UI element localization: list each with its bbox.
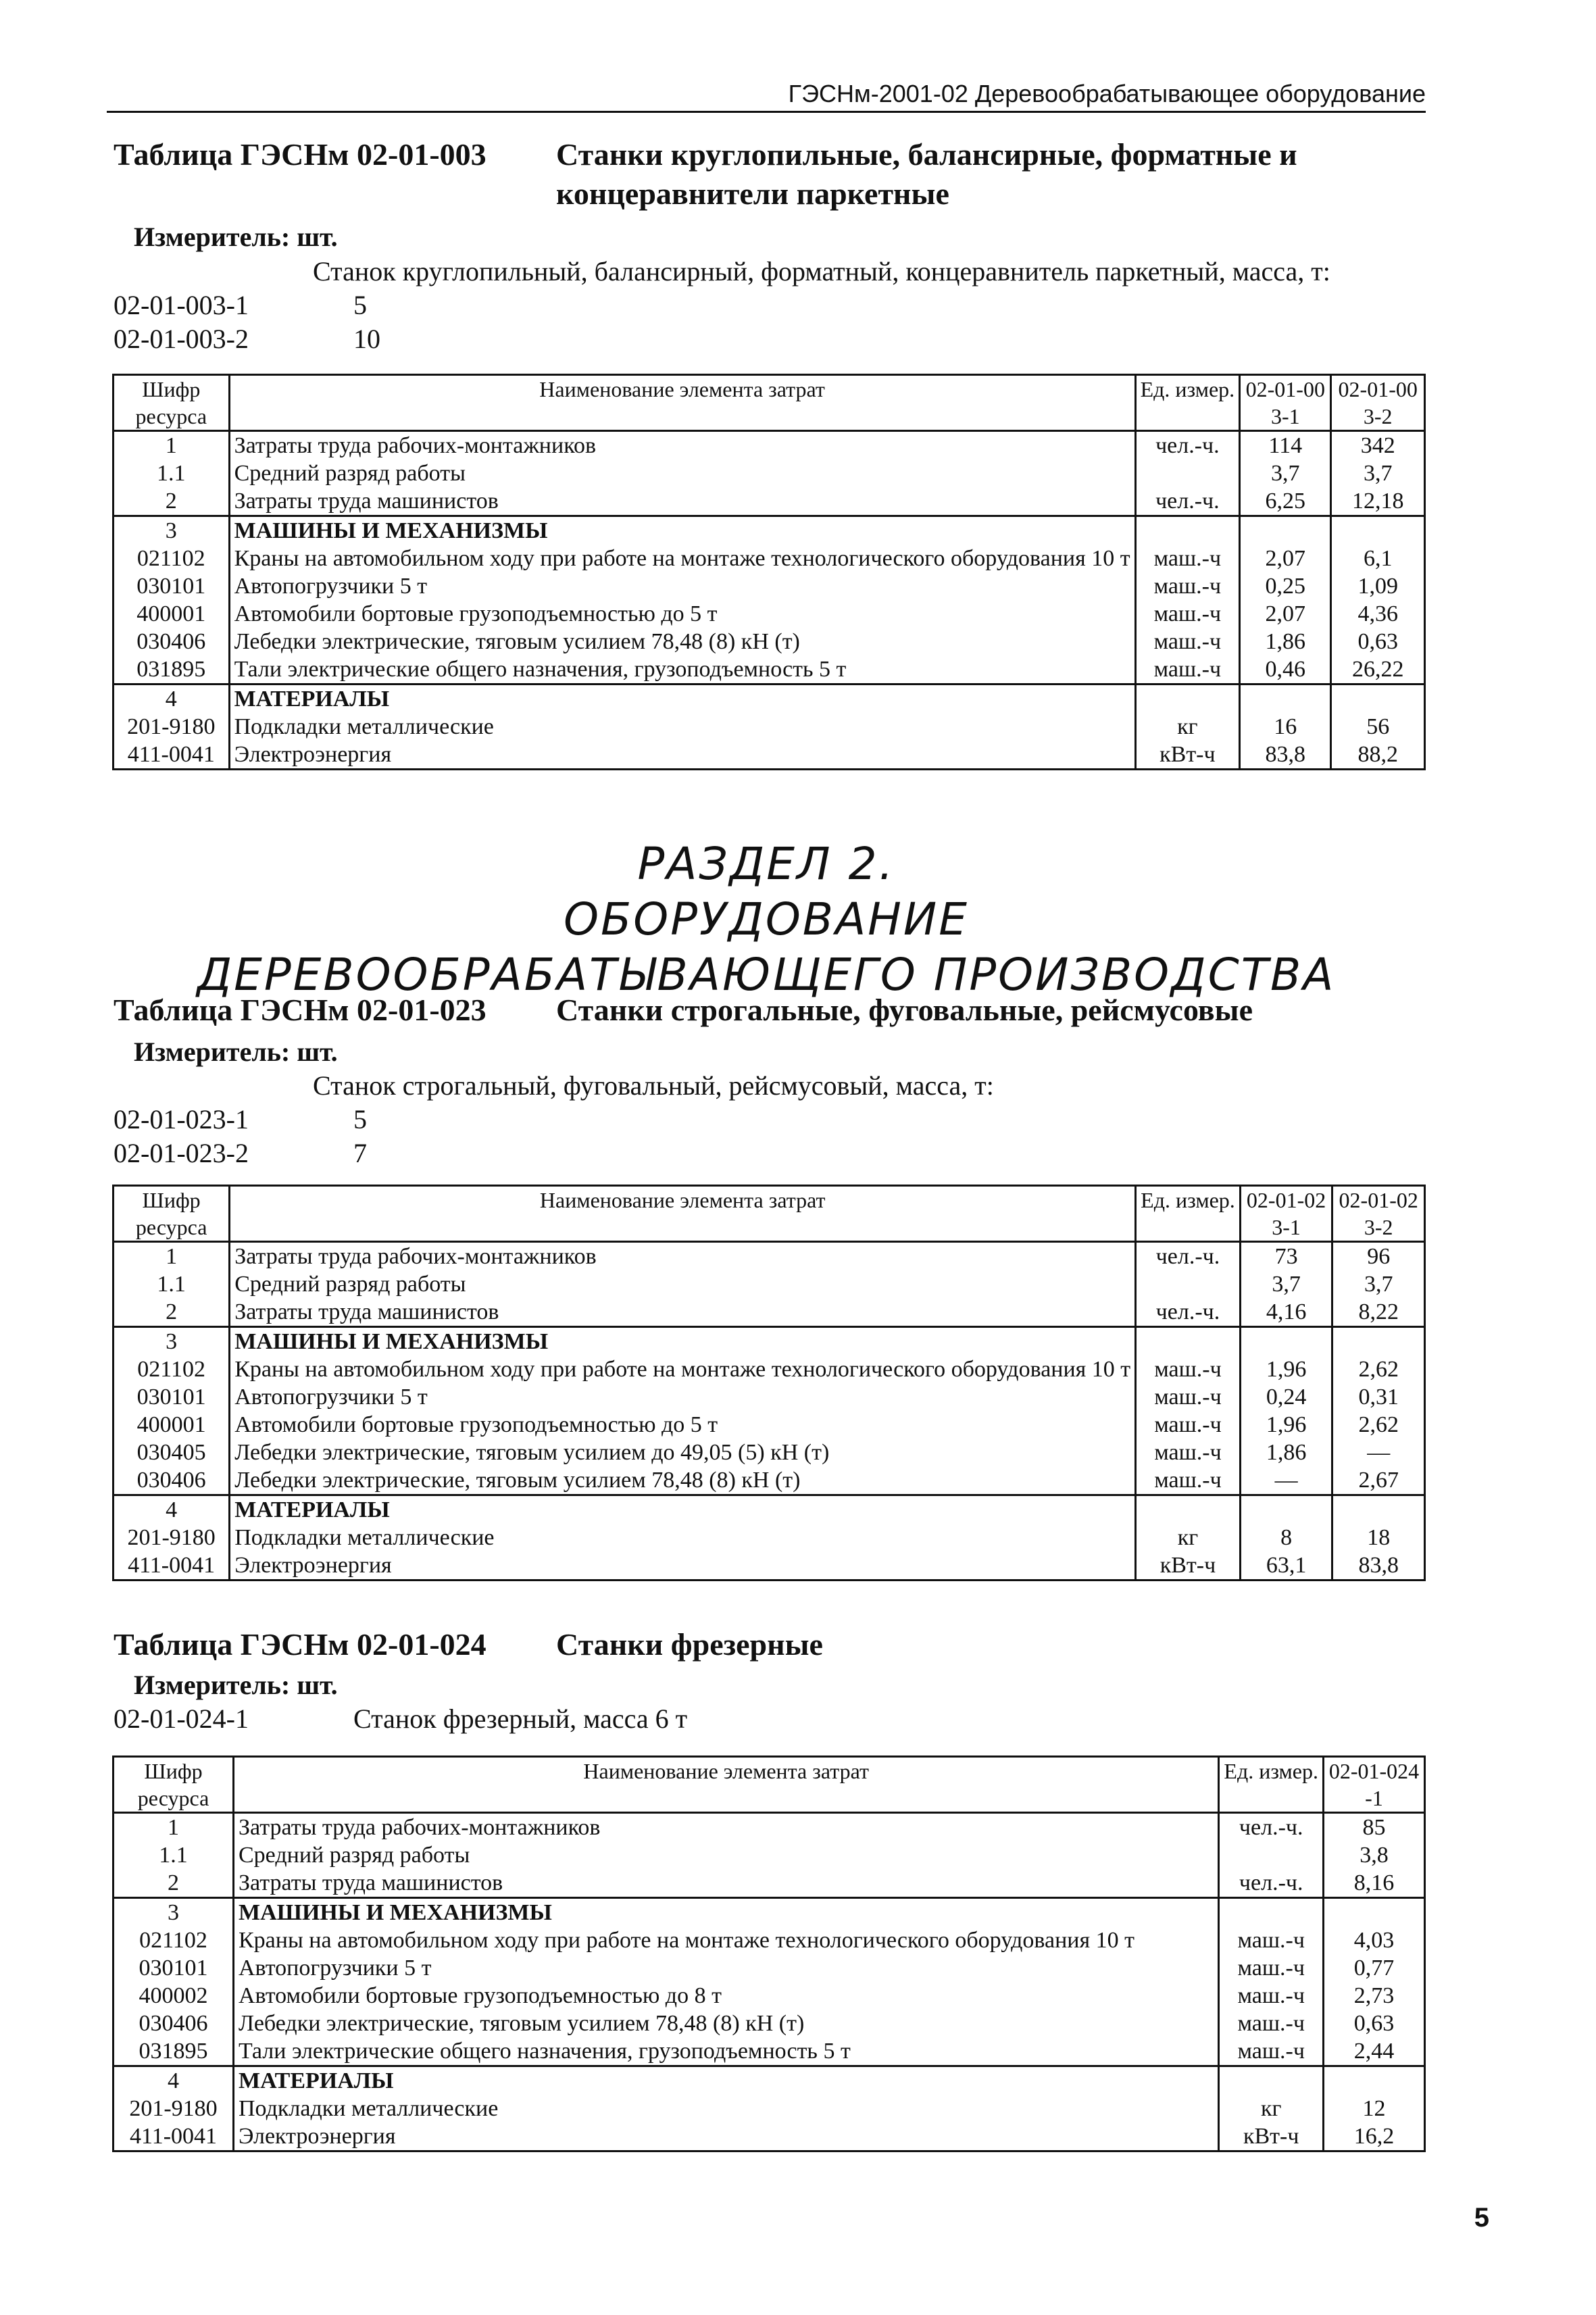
unit [1219, 1898, 1324, 1927]
table-row [114, 2037, 1425, 2066]
resource-code: 411-0041 [114, 741, 230, 770]
resource-name: Автомобили бортовые грузоподъемностью до 5 т [229, 600, 1135, 628]
resource-code: 411-0041 [114, 2122, 234, 2151]
table-row [114, 1524, 1425, 1551]
table-code: Таблица ГЭСНм 02-01-023 [114, 993, 487, 1027]
resource-name: Краны на автомобильном ходу при работе на монтаже технологического оборудования 10 т [230, 1355, 1136, 1383]
unit: кг [1135, 713, 1240, 741]
unit: маш.-ч [1219, 2010, 1324, 2037]
unit: кВт-ч [1135, 741, 1240, 770]
norm-value: 4,36 [1331, 600, 1425, 628]
norm-value: 0,46 [1240, 655, 1331, 684]
unit: чел.-ч. [1136, 1298, 1241, 1327]
variant-row [114, 1103, 367, 1135]
norm-value: 83,8 [1240, 741, 1331, 770]
section-title-line-1: ОБОРУДОВАНИЕ [564, 893, 969, 945]
unit: маш.-ч [1219, 1926, 1324, 1954]
norm-value: 342 [1331, 431, 1425, 460]
resource-name: Лебедки электрические, тяговым усилием 78,48 (8) кН (т) [230, 1466, 1136, 1495]
resource-code: 4 [114, 2066, 234, 2095]
norm-value: 2,67 [1332, 1466, 1425, 1495]
unit: чел.-ч. [1136, 1242, 1241, 1271]
norm-value: 0,24 [1240, 1383, 1332, 1411]
table-title-024 [114, 1625, 1435, 1664]
norm-value: 0,63 [1331, 628, 1425, 655]
table-row [114, 1466, 1425, 1495]
table-row [114, 628, 1425, 655]
resource-table-024 [112, 1756, 1426, 2152]
norm-value: 8 [1240, 1524, 1332, 1551]
table-row [114, 487, 1425, 516]
header-variant-column: 02-01-023-2 [1332, 1186, 1425, 1242]
table-row [114, 1270, 1425, 1298]
resource-code: 030406 [114, 628, 230, 655]
resource-name: Электроэнергия [229, 741, 1135, 770]
table-row [114, 600, 1425, 628]
unit: кг [1136, 1524, 1241, 1551]
meter-label: Измеритель: шт. [134, 222, 338, 252]
norm-value: 3,8 [1324, 1841, 1425, 1869]
unit: маш.-ч [1219, 2037, 1324, 2066]
norm-value: 56 [1331, 713, 1425, 741]
resource-name: Средний разряд работы [234, 1841, 1219, 1869]
section-title-line-2: ДЕРЕВООБРАБАТЫВАЮЩЕГО ПРОИЗВОДСТВА [197, 949, 1336, 1001]
unit: маш.-ч [1135, 628, 1240, 655]
variant-value: 5 [353, 1104, 367, 1135]
resource-code: 021102 [114, 1926, 234, 1954]
table-name: Станки фрезерные [556, 1627, 823, 1662]
unit: чел.-ч. [1219, 1869, 1324, 1898]
resource-name: Лебедки электрические, тяговым усилием 78,48 (8) кН (т) [229, 628, 1135, 655]
norm-value: 83,8 [1332, 1551, 1425, 1580]
table-row [114, 684, 1425, 714]
header-name: Наименование элемента затрат [230, 1186, 1136, 1242]
table-row [114, 1298, 1425, 1327]
header-cipher: Шифр ресурса [114, 1757, 234, 1813]
resource-name: Автопогрузчики 5 т [229, 572, 1135, 600]
meter-label: Измеритель: шт. [134, 1670, 338, 1700]
resource-name: Тали электрические общего назначения, грузоподъемность 5 т [229, 655, 1135, 684]
unit [1135, 684, 1240, 714]
resource-code: 3 [114, 516, 230, 545]
variant-code: 02-01-023-2 [114, 1138, 249, 1168]
table-title-003 [114, 135, 1435, 214]
table-row [114, 1926, 1425, 1954]
resource-code: 030101 [114, 1954, 234, 1982]
norm-value: 2,73 [1324, 1982, 1425, 2010]
group-heading: МАШИНЫ И МЕХАНИЗМЫ [230, 1327, 1136, 1356]
table-row [114, 545, 1425, 572]
resource-code: 201-9180 [114, 1524, 230, 1551]
resource-code: 4 [114, 1495, 230, 1524]
resource-name: Подкладки металлические [230, 1524, 1136, 1551]
norm-value: 0,63 [1324, 2010, 1425, 2037]
norm-value: 85 [1324, 1813, 1425, 1842]
norm-value [1240, 1495, 1332, 1524]
resource-name: Лебедки электрические, тяговым усилием до 49,05 (5) кН (т) [230, 1439, 1136, 1466]
resource-code: 4 [114, 684, 230, 714]
table-row [114, 713, 1425, 741]
norm-value [1240, 1327, 1332, 1356]
norm-value: 6,1 [1331, 545, 1425, 572]
norm-value: 2,62 [1332, 1355, 1425, 1383]
table-row [114, 1355, 1425, 1383]
resource-name: Средний разряд работы [230, 1270, 1136, 1298]
table-code: Таблица ГЭСНм 02-01-003 [114, 137, 487, 172]
norm-value: 0,25 [1240, 572, 1331, 600]
table-row [114, 2066, 1425, 2095]
resource-name: Автомобили бортовые грузоподъемностью до 5 т [230, 1411, 1136, 1439]
norm-value: 16,2 [1324, 2122, 1425, 2151]
unit: маш.-ч [1135, 545, 1240, 572]
unit: чел.-ч. [1135, 431, 1240, 460]
resource-name: Автопогрузчики 5 т [234, 1954, 1219, 1982]
unit: чел.-ч. [1135, 487, 1240, 516]
unit: маш.-ч [1135, 600, 1240, 628]
variant-value: 7 [353, 1138, 367, 1168]
resource-code: 031895 [114, 655, 230, 684]
unit: маш.-ч [1136, 1355, 1241, 1383]
table-row [114, 1954, 1425, 1982]
resource-name: Затраты труда машинистов [234, 1869, 1219, 1898]
table-row [114, 2010, 1425, 2037]
norm-value: 88,2 [1331, 741, 1425, 770]
norm-value: 1,96 [1240, 1355, 1332, 1383]
resource-code: 030406 [114, 2010, 234, 2037]
table-code: Таблица ГЭСНм 02-01-024 [114, 1627, 487, 1662]
resource-code: 030101 [114, 572, 230, 600]
norm-value [1240, 684, 1331, 714]
resource-code: 030101 [114, 1383, 230, 1411]
header-variant-column: 02-01-003-2 [1331, 375, 1425, 431]
table-row [114, 1411, 1425, 1439]
norm-value: 26,22 [1331, 655, 1425, 684]
norm-value: 0,77 [1324, 1954, 1425, 1982]
variant-code: 02-01-003-2 [114, 324, 249, 354]
norm-value: 8,22 [1332, 1298, 1425, 1327]
resource-code: 030406 [114, 1466, 230, 1495]
norm-value: 3,7 [1240, 459, 1331, 487]
variant-description: Станок фрезерный, масса 6 т [353, 1703, 688, 1734]
resource-name: Краны на автомобильном ходу при работе на монтаже технологического оборудования 10 т [229, 545, 1135, 572]
unit: маш.-ч [1135, 572, 1240, 600]
table-row [114, 1898, 1425, 1927]
norm-value: 114 [1240, 431, 1331, 460]
norm-value: 4,03 [1324, 1926, 1425, 1954]
header-unit: Ед. измер. [1136, 1186, 1241, 1242]
norm-value [1332, 1327, 1425, 1356]
header-name: Наименование элемента затрат [234, 1757, 1219, 1813]
resource-name: Автопогрузчики 5 т [230, 1383, 1136, 1411]
table-name: Станки круглопильные, балансирные, форматные и концеравнители паркетные [556, 137, 1297, 211]
table-row [114, 1495, 1425, 1524]
table-row [114, 516, 1425, 545]
resource-name: Электроэнергия [230, 1551, 1136, 1580]
variant-value: 10 [353, 324, 380, 354]
table-row [114, 431, 1425, 460]
unit: кг [1219, 2095, 1324, 2122]
resource-code: 030405 [114, 1439, 230, 1466]
resource-name: Электроэнергия [234, 2122, 1219, 2151]
unit: маш.-ч [1136, 1383, 1241, 1411]
running-header-text: ГЭСНм-2001-02 Деревообрабатывающее оборудование [788, 80, 1426, 107]
resource-name: Подкладки металлические [229, 713, 1135, 741]
unit: маш.-ч [1136, 1466, 1241, 1495]
table-row [114, 1813, 1425, 1842]
resource-name: Тали электрические общего назначения, грузоподъемность 5 т [234, 2037, 1219, 2066]
table-row [114, 1982, 1425, 2010]
header-name: Наименование элемента затрат [229, 375, 1135, 431]
resource-code: 1.1 [114, 459, 230, 487]
unit: маш.-ч [1219, 1982, 1324, 2010]
resource-name: Средний разряд работы [229, 459, 1135, 487]
norm-value: 2,07 [1240, 600, 1331, 628]
norm-value: — [1240, 1466, 1332, 1495]
table-row [114, 1327, 1425, 1356]
resource-code: 1 [114, 1813, 234, 1842]
group-heading: МАШИНЫ И МЕХАНИЗМЫ [229, 516, 1135, 545]
table-row [114, 1242, 1425, 1271]
table-row [114, 572, 1425, 600]
resource-code: 2 [114, 487, 230, 516]
norm-value [1331, 684, 1425, 714]
unit: маш.-ч [1135, 655, 1240, 684]
resource-table-023 [112, 1185, 1426, 1581]
norm-value: 1,96 [1240, 1411, 1332, 1439]
variant-row [114, 323, 380, 355]
table-row [114, 655, 1425, 684]
header-cipher: Шифр ресурса [114, 1186, 230, 1242]
norm-value [1324, 1898, 1425, 1927]
norm-value: 2,07 [1240, 545, 1331, 572]
unit: маш.-ч [1136, 1411, 1241, 1439]
resource-code: 2 [114, 1298, 230, 1327]
section-number: РАЗДЕЛ 2. [637, 838, 895, 890]
table-row [114, 741, 1425, 770]
group-heading: МАТЕРИАЛЫ [229, 684, 1135, 714]
group-heading: МАТЕРИАЛЫ [230, 1495, 1136, 1524]
resource-code: 1.1 [114, 1270, 230, 1298]
unit: чел.-ч. [1219, 1813, 1324, 1842]
norm-value: 1,09 [1331, 572, 1425, 600]
resource-code: 1 [114, 1242, 230, 1271]
unit [1135, 459, 1240, 487]
resource-code: 201-9180 [114, 713, 230, 741]
resource-code: 411-0041 [114, 1551, 230, 1580]
norm-value: 1,86 [1240, 628, 1331, 655]
group-heading: МАТЕРИАЛЫ [234, 2066, 1219, 2095]
norm-value [1331, 516, 1425, 545]
header-cipher: Шифр ресурса [114, 375, 230, 431]
page-number: 5 [1474, 2203, 1489, 2233]
unit: кВт-ч [1136, 1551, 1241, 1580]
resource-name: Затраты труда машинистов [229, 487, 1135, 516]
variant-code: 02-01-024-1 [114, 1703, 249, 1734]
resource-name: Подкладки металлические [234, 2095, 1219, 2122]
variant-row [114, 1137, 367, 1169]
resource-code: 031895 [114, 2037, 234, 2066]
variant-row [114, 1703, 687, 1735]
table-title-023 [114, 991, 1435, 1030]
unit [1219, 1841, 1324, 1869]
table-row [114, 1383, 1425, 1411]
norm-value: 0,31 [1332, 1383, 1425, 1411]
unit [1136, 1495, 1241, 1524]
unit [1136, 1327, 1241, 1356]
norm-value [1324, 2066, 1425, 2095]
table-row [114, 1841, 1425, 1869]
resource-code: 400001 [114, 1411, 230, 1439]
norm-value: 18 [1332, 1524, 1425, 1551]
resource-code: 3 [114, 1898, 234, 1927]
norm-value: 16 [1240, 713, 1331, 741]
norm-value: 73 [1240, 1242, 1332, 1271]
table-row [114, 1439, 1425, 1466]
table-name: Станки строгальные, фуговальные, рейсмусовые [556, 993, 1253, 1027]
resource-code: 021102 [114, 545, 230, 572]
header-variant-column: 02-01-023-1 [1240, 1186, 1332, 1242]
resource-code: 1.1 [114, 1841, 234, 1869]
resource-code: 400002 [114, 1982, 234, 2010]
table-header-row [114, 1757, 1425, 1813]
table-row [114, 1551, 1425, 1580]
unit [1219, 2066, 1324, 2095]
variant-code: 02-01-023-1 [114, 1104, 249, 1135]
resource-code: 3 [114, 1327, 230, 1356]
resource-table-003 [112, 374, 1426, 770]
norm-value: 96 [1332, 1242, 1425, 1271]
table-header-row [114, 375, 1425, 431]
resource-name: Автомобили бортовые грузоподъемностью до 8 т [234, 1982, 1219, 2010]
resource-name: Затраты труда рабочих-монтажников [234, 1813, 1219, 1842]
table-row [114, 2122, 1425, 2151]
header-unit: Ед. измер. [1219, 1757, 1324, 1813]
norm-value [1332, 1495, 1425, 1524]
variant-description: Станок круглопильный, балансирный, форматный, концеравнитель паркетный, масса, т: [313, 256, 1330, 287]
norm-value: 3,7 [1332, 1270, 1425, 1298]
unit [1135, 516, 1240, 545]
resource-code: 2 [114, 1869, 234, 1898]
resource-code: 201-9180 [114, 2095, 234, 2122]
unit: маш.-ч [1219, 1954, 1324, 1982]
norm-value: 63,1 [1240, 1551, 1332, 1580]
table-row [114, 459, 1425, 487]
group-heading: МАШИНЫ И МЕХАНИЗМЫ [234, 1898, 1219, 1927]
unit [1136, 1270, 1241, 1298]
norm-value: 12,18 [1331, 487, 1425, 516]
variant-description: Станок строгальный, фуговальный, рейсмусовый, масса, т: [313, 1070, 994, 1101]
resource-code: 1 [114, 431, 230, 460]
variant-row [114, 289, 367, 321]
norm-value: 4,16 [1240, 1298, 1332, 1327]
norm-value: 2,62 [1332, 1411, 1425, 1439]
header-variant-column: 02-01-003-1 [1240, 375, 1331, 431]
norm-value: 6,25 [1240, 487, 1331, 516]
running-header [107, 74, 1426, 113]
norm-value: 1,86 [1240, 1439, 1332, 1466]
resource-name: Лебедки электрические, тяговым усилием 78,48 (8) кН (т) [234, 2010, 1219, 2037]
table-header-row [114, 1186, 1425, 1242]
norm-value: 2,44 [1324, 2037, 1425, 2066]
header-variant-column: 02-01-024-1 [1324, 1757, 1425, 1813]
meter-label: Измеритель: шт. [134, 1037, 338, 1067]
variant-value: 5 [353, 290, 367, 320]
variant-code: 02-01-003-1 [114, 290, 249, 320]
unit: маш.-ч [1136, 1439, 1241, 1466]
norm-value: 12 [1324, 2095, 1425, 2122]
norm-value: — [1332, 1439, 1425, 1466]
norm-value: 8,16 [1324, 1869, 1425, 1898]
norm-value: 3,7 [1331, 459, 1425, 487]
norm-value: 3,7 [1240, 1270, 1332, 1298]
table-row [114, 2095, 1425, 2122]
section-heading [107, 837, 1426, 1003]
norm-value [1240, 516, 1331, 545]
resource-code: 400001 [114, 600, 230, 628]
resource-name: Затраты труда рабочих-монтажников [229, 431, 1135, 460]
resource-name: Краны на автомобильном ходу при работе на монтаже технологического оборудования 10 т [234, 1926, 1219, 1954]
header-unit: Ед. измер. [1135, 375, 1240, 431]
resource-name: Затраты труда машинистов [230, 1298, 1136, 1327]
table-row [114, 1869, 1425, 1898]
unit: кВт-ч [1219, 2122, 1324, 2151]
resource-code: 021102 [114, 1355, 230, 1383]
resource-name: Затраты труда рабочих-монтажников [230, 1242, 1136, 1271]
